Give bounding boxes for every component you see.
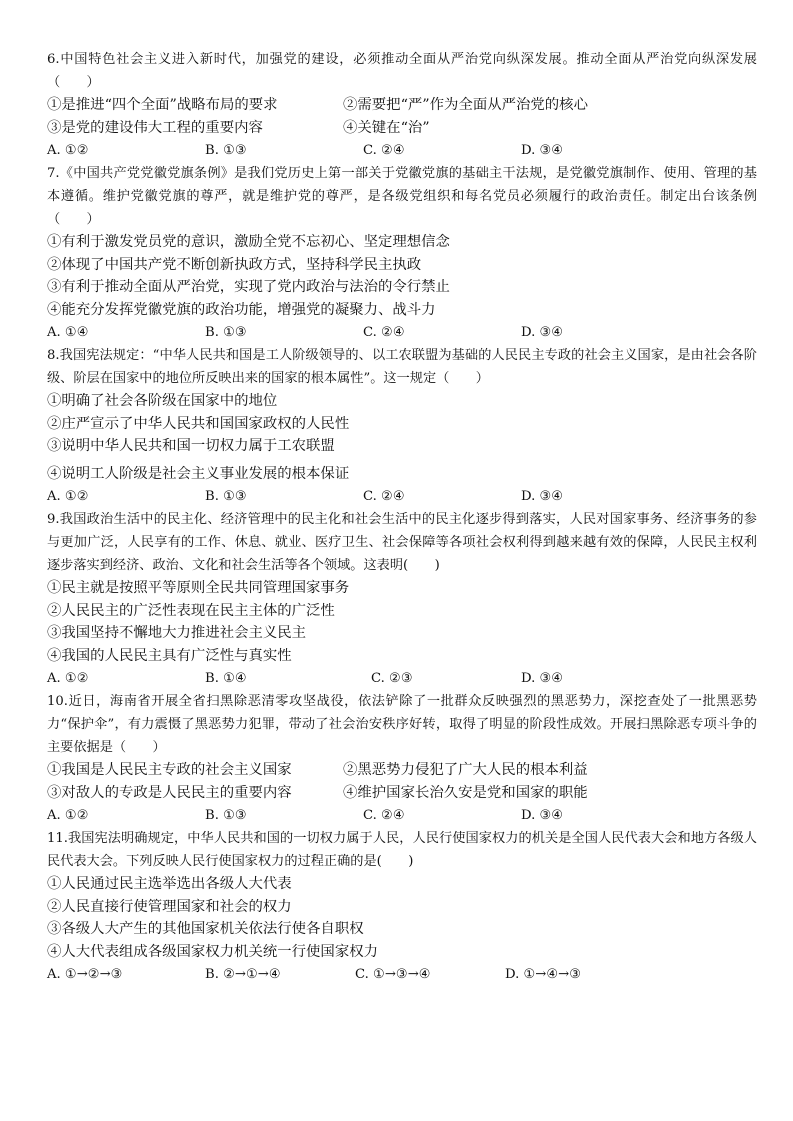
- question-stem: 10.近日，海南省开展全省扫黑除恶清零攻坚战役，依法铲除了一批群众反映强烈的黑恶势力，深挖查处了一批黑恶势力“保护伞”，有力震慑了黑恶势力犯罪，带动了社会治安秩序好转，取得了明显的阶段性成效。开展扫黑除恶专项斗争的主要依据是（ ）: [47, 694, 757, 755]
- statement: ②人民民主的广泛性表现在民主主体的广泛性: [47, 602, 335, 619]
- option-d[interactable]: D. ③④: [521, 325, 564, 340]
- question-stem: 9.我国政治生活中的民主化、经济管理中的民主化和社会生活中的民主化逐步得到落实，人民对国家事务、经济事务的参与更加广泛，人民享有的工作、休息、就业、医疗卫生、社会保障等各项社会权利得到越来越有效的保障，人民民主权利逐步落实到经济、政治、文化和社会生活等各个领域。这表明( ): [47, 512, 757, 573]
- statement: ③各级人大产生的其他国家机关依法行使各自职权: [47, 921, 364, 937]
- answer-options: [47, 963, 757, 986]
- question-11: [47, 827, 757, 986]
- option-a[interactable]: A. ①→②→③: [47, 967, 123, 982]
- question-stem: 6.中国特色社会主义进入新时代，加强党的建设，必须推动全面从严治党向纵深发展。推动全面从严治党向纵深发展（ ）: [47, 52, 757, 90]
- statement: ②需要把“严”作为全面从严治党的核心: [343, 97, 588, 113]
- option-d[interactable]: D. ③④: [521, 489, 564, 504]
- answer-options: [47, 804, 757, 827]
- question-7: [47, 162, 757, 344]
- question-8: [47, 344, 757, 508]
- option-c[interactable]: C. ②④: [363, 325, 405, 340]
- statement-row: [47, 782, 757, 805]
- answer-options: [47, 485, 757, 508]
- question-stem: 7.《中国共产党党徽党旗条例》是我们党历史上第一部关于党徽党旗的基础主干法规，是党徽党旗制作、使用、管理的基本遵循。维护党徽党旗的尊严，就是维护党的尊严，是各级党组织和每名党员必须履行的政治责任。制定出台该条例（ ）: [47, 166, 757, 227]
- option-a[interactable]: A. ①②: [47, 671, 89, 686]
- option-d[interactable]: D. ③④: [521, 808, 564, 823]
- statement: ④维护国家长治久安是党和国家的职能: [343, 784, 588, 801]
- option-b[interactable]: B. ①③: [205, 143, 247, 158]
- question-10: [47, 690, 757, 827]
- option-d[interactable]: D. ①→④→③: [505, 967, 582, 982]
- statement: ①民主就是按照平等原则全民共同管理国家事务: [47, 580, 350, 596]
- question-6: [47, 48, 757, 162]
- statement: ④说明工人阶级是社会主义事业发展的根本保证: [47, 465, 350, 482]
- statement: ①是推进“四个全面”战略布局的要求: [47, 97, 278, 113]
- statement: ③对敌人的专政是人民民主的重要内容: [47, 784, 292, 801]
- statement: ④人大代表组成各级国家权力机关统一行使国家权力: [47, 943, 378, 960]
- option-b[interactable]: B. ①④: [205, 671, 247, 686]
- answer-options: [47, 321, 757, 344]
- option-d[interactable]: D. ③④: [521, 671, 564, 686]
- question-stem: 8.我国宪法规定：“中华人民共和国是工人阶级领导的、以工农联盟为基础的人民民主专政的社会主义国家，是由社会各阶级、阶层在国家中的地位所反映出来的国家的根本属性”。这一规定（ ）: [47, 348, 757, 386]
- option-a[interactable]: A. ①②: [47, 808, 89, 823]
- option-c[interactable]: C. ②④: [363, 143, 405, 158]
- option-b[interactable]: B. ①③: [205, 808, 247, 823]
- question-stem: 11.我国宪法明确规定，中华人民共和国的一切权力属于人民，人民行使国家权力的机关是全国人民代表大会和地方各级人民代表大会。下列反映人民行使国家权力的过程正确的是( ): [47, 831, 757, 869]
- statement: ②黑恶势力侵犯了广大人民的根本利益: [343, 762, 588, 778]
- option-c[interactable]: C. ②④: [363, 808, 405, 823]
- statement: ③有利于推动全面从严治党，实现了党内政治与法治的令行禁止: [47, 279, 450, 295]
- statement: ③我国坚持不懈地大力推进社会主义民主: [47, 625, 307, 641]
- option-b[interactable]: B. ②→①→④: [205, 967, 281, 982]
- statement: ①有利于激发党员党的意识，激励全党不忘初心、坚定理想信念: [47, 234, 450, 250]
- statement: ③是党的建设伟大工程的重要内容: [47, 119, 263, 136]
- statement: ③说明中华人民共和国一切权力属于工农联盟: [47, 438, 335, 454]
- option-a[interactable]: A. ①④: [47, 325, 89, 340]
- statement: ④能充分发挥党徽党旗的政治功能，增强党的凝聚力、战斗力: [47, 301, 436, 318]
- option-a[interactable]: A. ①②: [47, 489, 89, 504]
- option-c[interactable]: C. ②③: [371, 671, 413, 686]
- answer-options: [47, 667, 757, 690]
- question-9: [47, 508, 757, 690]
- statement: ②庄严宣示了中华人民共和国国家政权的人民性: [47, 415, 350, 432]
- option-b[interactable]: B. ①③: [205, 489, 247, 504]
- statement: ①明确了社会各阶级在国家中的地位: [47, 393, 278, 409]
- statement: ④关键在“治”: [343, 119, 430, 136]
- option-c[interactable]: C. ②④: [363, 489, 405, 504]
- statement: ④我国的人民民主具有广泛性与真实性: [47, 647, 292, 664]
- option-d[interactable]: D. ③④: [521, 143, 564, 158]
- statement: ②体现了中国共产党不断创新执政方式，坚持科学民主执政: [47, 256, 422, 273]
- statement-row: [47, 759, 757, 782]
- statement: ①我国是人民民主专政的社会主义国家: [47, 762, 292, 778]
- question-sheet: [47, 48, 757, 986]
- option-b[interactable]: B. ①③: [205, 325, 247, 340]
- statement-row: [47, 94, 757, 117]
- statement: ②人民直接行使管理国家和社会的权力: [47, 898, 292, 915]
- answer-options: [47, 139, 757, 162]
- statement-row: [47, 117, 757, 140]
- option-a[interactable]: A. ①②: [47, 143, 89, 158]
- option-c[interactable]: C. ①→③→④: [355, 967, 431, 982]
- statement: ①人民通过民主选举选出各级人大代表: [47, 876, 292, 892]
